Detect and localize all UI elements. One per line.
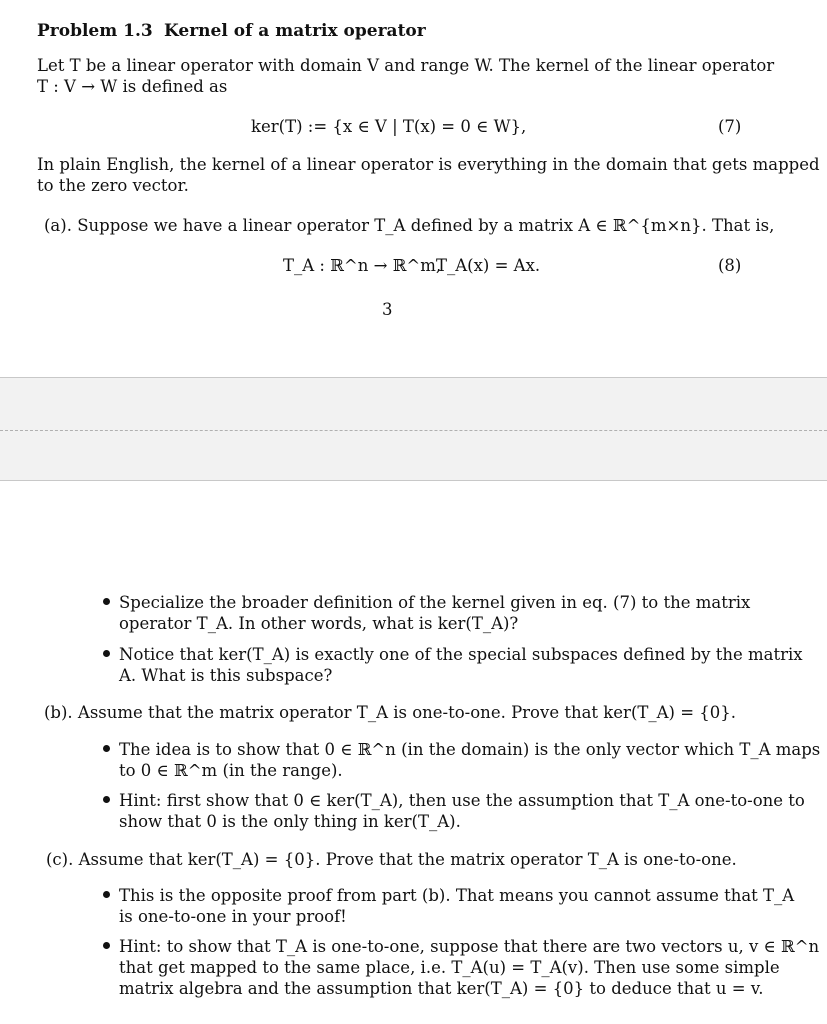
bullet-icon xyxy=(103,942,110,949)
part-c-bullet-1-line-1: This is the opposite proof from part (b). That means you cannot assume that T_A xyxy=(119,886,795,905)
equation-7: ker(T) := {x ∈ V | T(x) = 0 ∈ W}, xyxy=(251,117,527,136)
bullet-icon xyxy=(103,598,110,605)
part-a-bullet-1-line-2: operator T_A. In other words, what is ker(T_A)? xyxy=(119,614,519,633)
plain-line-2: to the zero vector. xyxy=(37,176,189,195)
equation-8-left: T_A : ℝ^n → ℝ^m, xyxy=(283,256,442,275)
part-a-bullet-1-line-1: Specialize the broader definition of the kernel given in eq. (7) to the matrix xyxy=(119,593,751,612)
equation-8-label: (8) xyxy=(718,256,742,275)
bullet-icon xyxy=(103,650,110,657)
equation-7-label: (7) xyxy=(718,117,742,136)
bullet-icon xyxy=(103,796,110,803)
bullet-icon xyxy=(103,891,110,898)
part-b-bullet-1-line-1: The idea is to show that 0 ∈ ℝ^n (in the domain) is the only vector which T_A maps xyxy=(119,740,821,759)
part-c-bullet-2-line-3: matrix algebra and the assumption that ker(T_A) = {0} to deduce that u = v. xyxy=(119,979,764,998)
page-number: 3 xyxy=(382,300,393,319)
part-b-bullet-2-line-2: show that 0 is the only thing in ker(T_A). xyxy=(119,812,461,831)
part-c-bullet-2-line-2: that get mapped to the same place, i.e. T_A(u) = T_A(v). Then use some simple xyxy=(119,958,780,977)
part-c-statement: (c). Assume that ker(T_A) = {0}. Prove that the matrix operator T_A is one-to-one. xyxy=(46,850,737,869)
plain-line-1: In plain English, the kernel of a linear operator is everything in the domain that gets mapped xyxy=(37,155,820,174)
problem-title: Kernel of a matrix operator xyxy=(164,21,426,41)
part-c-bullet-1-line-2: is one-to-one in your proof! xyxy=(119,907,347,926)
part-b-bullet-1-line-2: to 0 ∈ ℝ^m (in the range). xyxy=(119,761,343,780)
part-a-bullet-2-line-2: A. What is this subspace? xyxy=(119,666,333,685)
part-a-bullet-2-line-1: Notice that ker(T_A) is exactly one of the special subspaces defined by the matrix xyxy=(119,645,803,664)
equation-8-right: T_A(x) = Ax. xyxy=(436,256,541,275)
bullet-icon xyxy=(103,745,110,752)
part-c-bullet-2-line-1: Hint: to show that T_A is one-to-one, suppose that there are two vectors u, v ∈ ℝ^n xyxy=(119,937,820,956)
page-break-dashed-line xyxy=(0,430,827,431)
part-b-statement: (b). Assume that the matrix operator T_A is one-to-one. Prove that ker(T_A) = {0}. xyxy=(44,703,737,722)
page-break-bottom-line xyxy=(0,480,827,481)
intro-line-2: T : V → W is defined as xyxy=(37,77,228,96)
problem-number: Problem 1.3 xyxy=(37,21,153,41)
intro-line-1: Let T be a linear operator with domain V and range W. The kernel of the linear operator xyxy=(37,56,775,75)
part-a-statement: (a). Suppose we have a linear operator T_A defined by a matrix A ∈ ℝ^{m×n}. That is, xyxy=(44,216,775,235)
page-break-gap xyxy=(0,378,827,480)
part-b-bullet-2-line-1: Hint: first show that 0 ∈ ker(T_A), then use the assumption that T_A one-to-one to xyxy=(119,791,805,810)
